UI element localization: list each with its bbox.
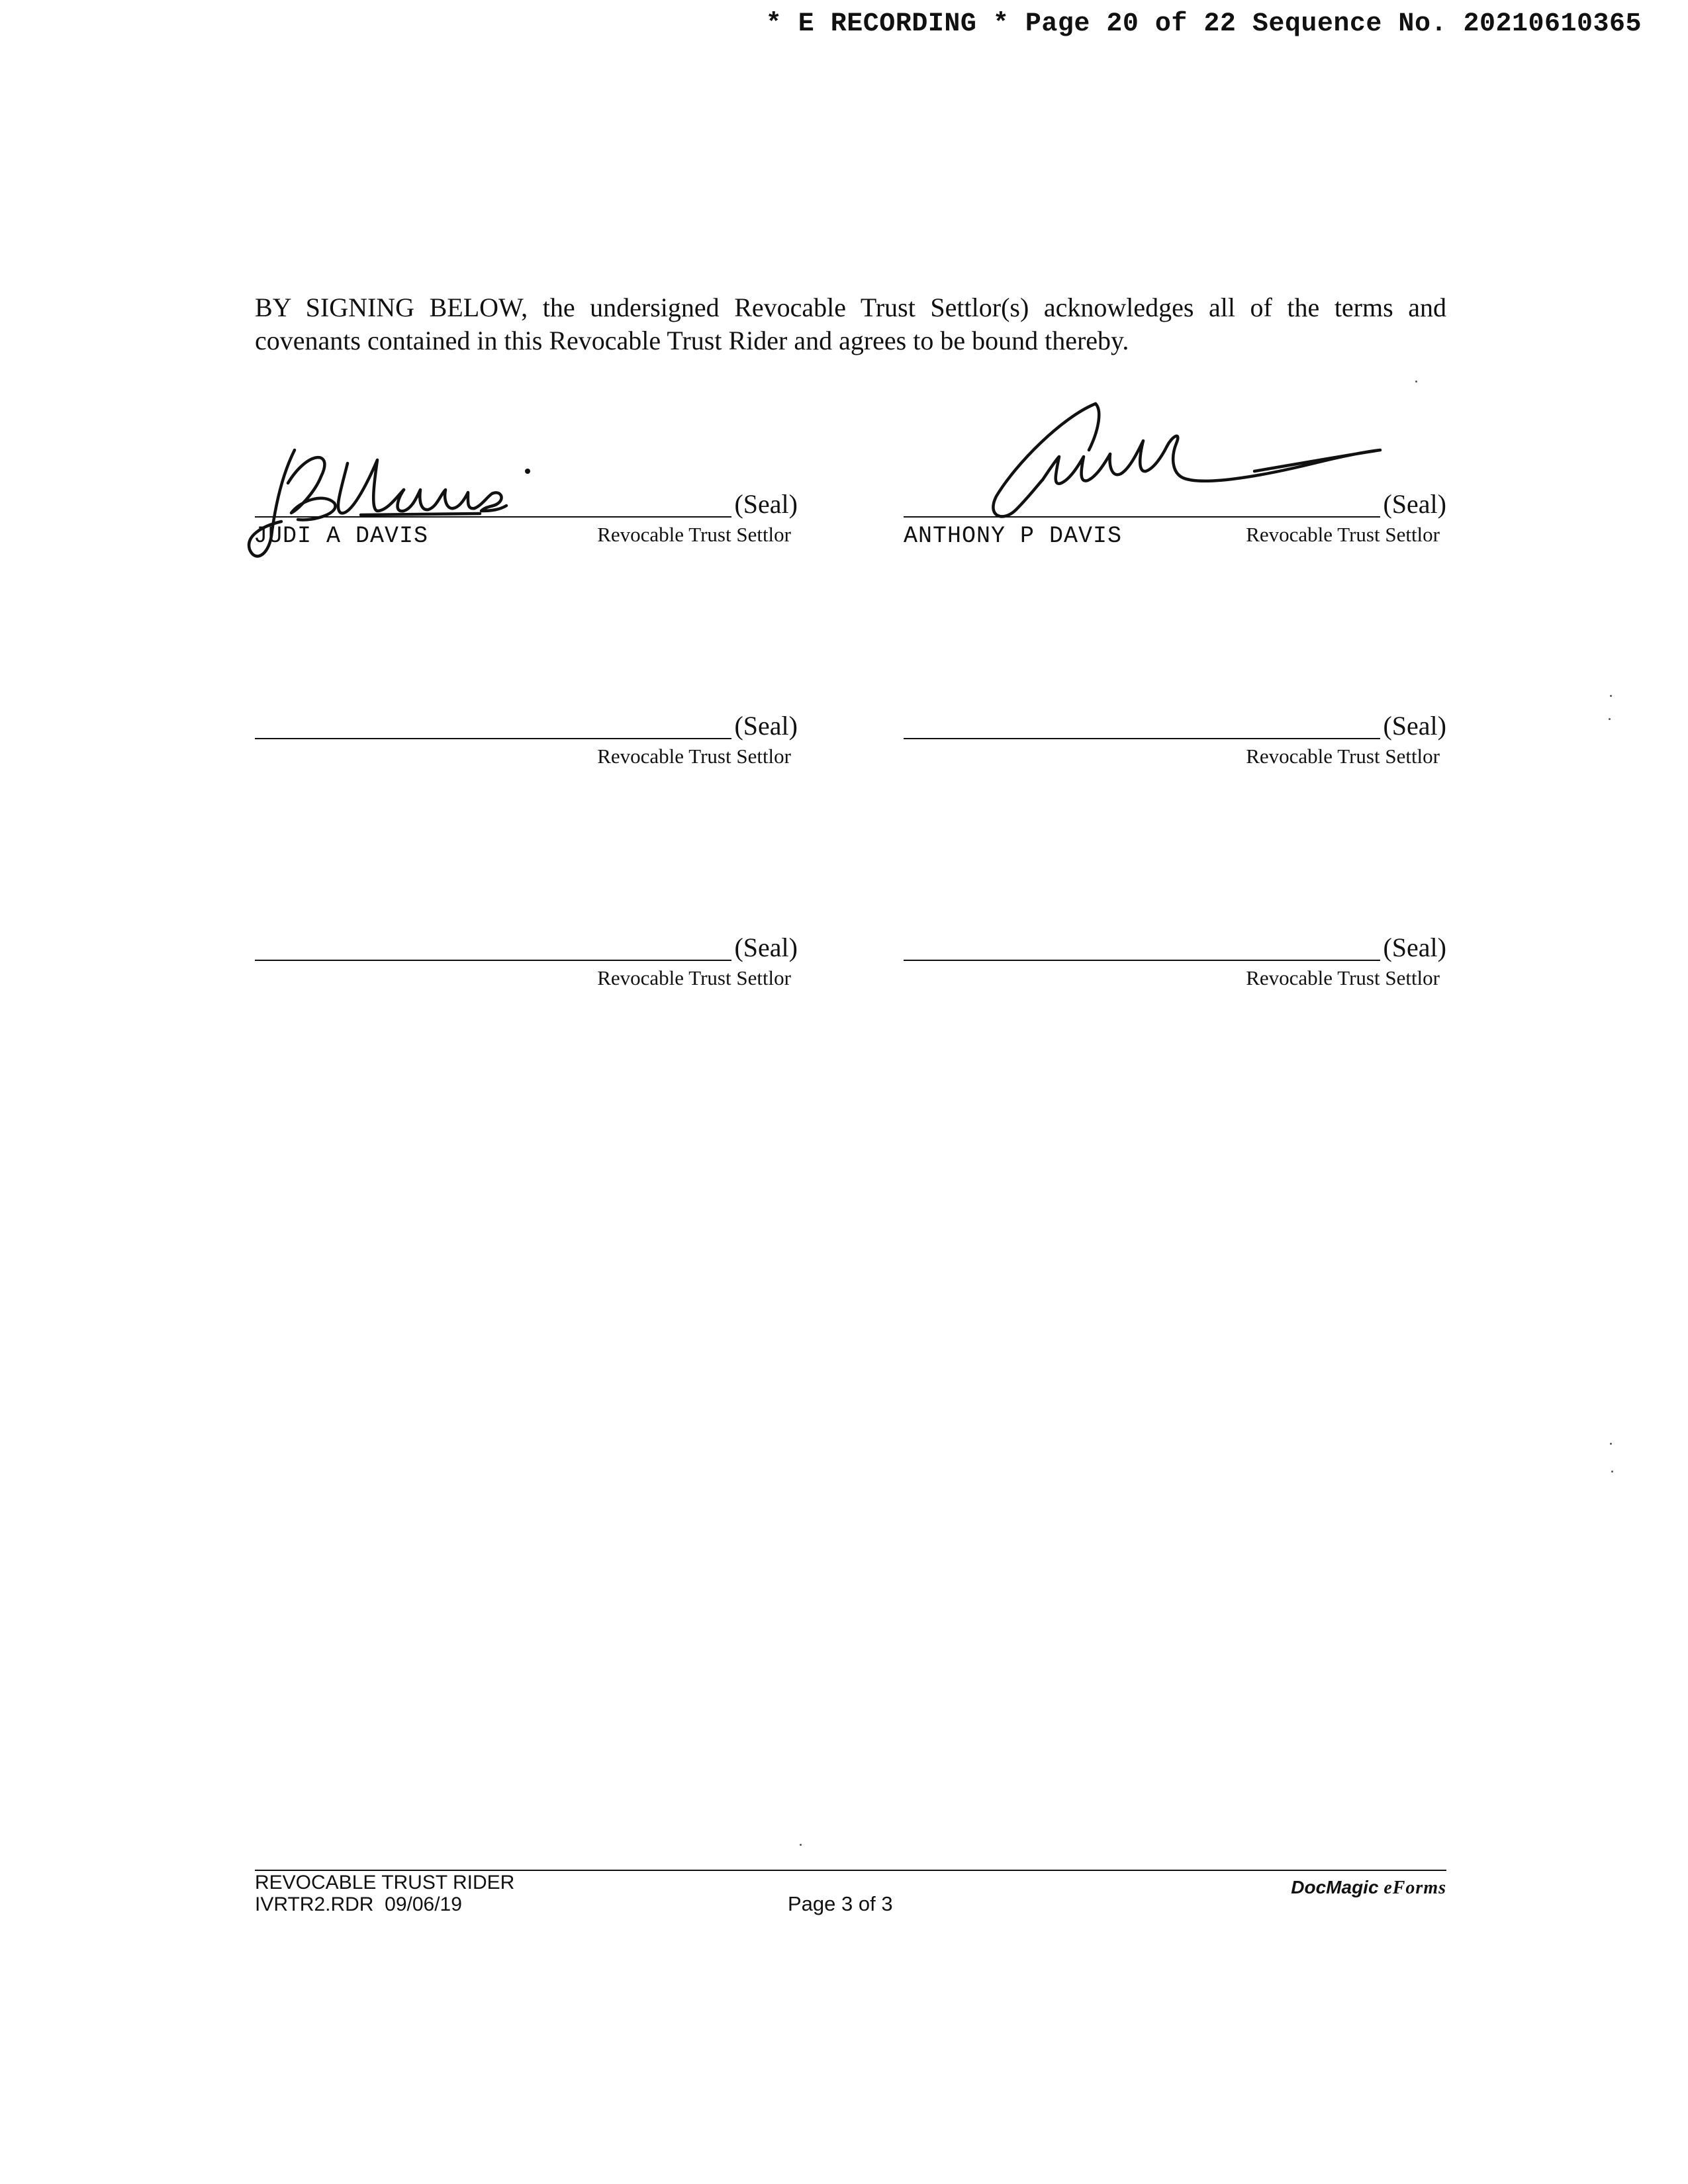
scan-speck xyxy=(1610,695,1612,697)
brand-suffix: eForms xyxy=(1383,1878,1446,1898)
seal-label: (Seal) xyxy=(1380,488,1446,521)
brand-name: DocMagic xyxy=(1291,1877,1379,1897)
seal-label: (Seal) xyxy=(1380,931,1446,964)
signature-block-settlor-4 xyxy=(904,705,1446,784)
signature-block-settlor-5 xyxy=(255,927,798,1006)
signer-role: Revocable Trust Settlor xyxy=(1246,745,1440,768)
signer-name: JUDI A DAVIS xyxy=(254,523,429,549)
signature-block-settlor-6 xyxy=(904,927,1446,1006)
signer-role: Revocable Trust Settlor xyxy=(1246,523,1440,546)
handwritten-signature xyxy=(943,390,1407,523)
seal-label: (Seal) xyxy=(731,709,798,743)
scan-speck xyxy=(1415,381,1417,383)
signature-block-settlor-3 xyxy=(255,705,798,784)
signature-block-settlor-1 xyxy=(255,483,798,563)
handwritten-signature xyxy=(235,437,539,569)
scan-speck xyxy=(1610,1443,1612,1445)
docmagic-logo xyxy=(1291,1877,1446,1899)
scan-speck xyxy=(1609,718,1611,720)
signer-name: ANTHONY P DAVIS xyxy=(904,523,1123,549)
scan-speck xyxy=(800,1844,802,1846)
signature-line xyxy=(255,960,731,961)
signature-line xyxy=(255,738,731,739)
footer-form-title: REVOCABLE TRUST RIDER xyxy=(255,1872,515,1893)
signer-role: Revocable Trust Settlor xyxy=(597,966,791,989)
signature-line xyxy=(904,960,1380,961)
acknowledgement-paragraph: BY SIGNING BELOW, the undersigned Revocable Trust Settlor(s) acknowledges all of the terms and covenants contained in this Revocable Trust Rider and agrees to be bound thereby. xyxy=(255,293,1446,355)
signer-role: Revocable Trust Settlor xyxy=(597,523,791,546)
footer-page-number: Page 3 of 3 xyxy=(788,1892,893,1915)
seal-label: (Seal) xyxy=(1380,709,1446,743)
signature-line xyxy=(904,738,1380,739)
signer-role: Revocable Trust Settlor xyxy=(597,745,791,768)
scan-speck xyxy=(1611,1471,1613,1473)
footer-divider xyxy=(255,1870,1446,1871)
footer-form-info xyxy=(255,1872,514,1915)
recording-stamp: * E RECORDING * Page 20 of 22 Sequence No. 20210610365 xyxy=(765,9,1642,39)
footer-form-code: IVRTR2.RDR 09/06/19 xyxy=(255,1893,462,1915)
signer-role: Revocable Trust Settlor xyxy=(1246,966,1440,989)
seal-label: (Seal) xyxy=(731,931,798,964)
signature-block-settlor-2 xyxy=(904,483,1446,563)
seal-label: (Seal) xyxy=(731,488,798,521)
